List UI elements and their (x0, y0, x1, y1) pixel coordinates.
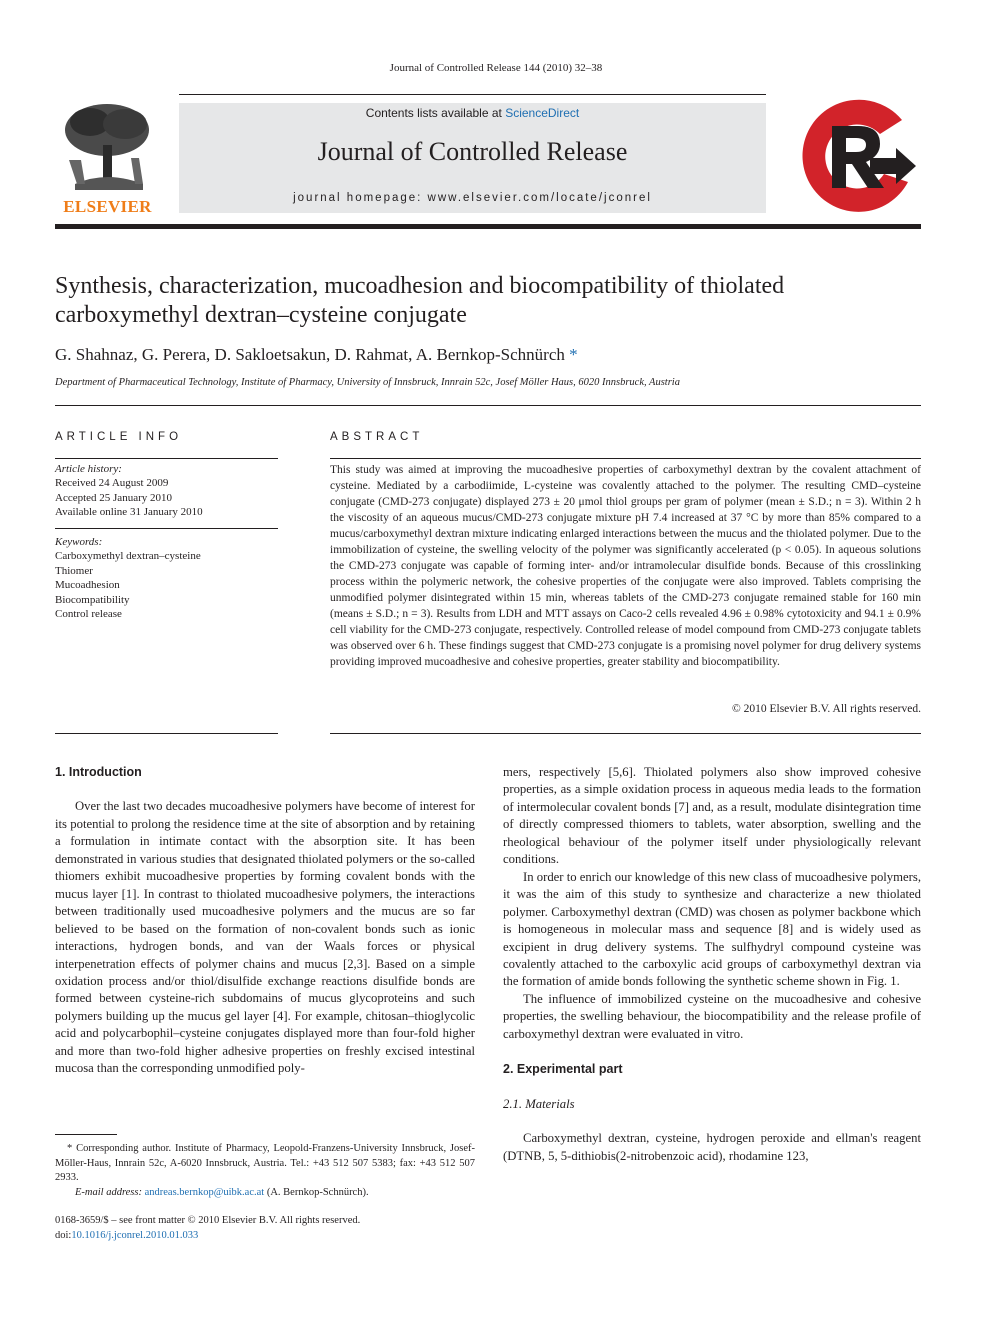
contents-line: Contents lists available at ScienceDirect (365, 106, 580, 120)
info-rule-top (55, 458, 278, 459)
author-list: G. Shahnaz, G. Perera, D. Sakloetsakun, D. Rahmat, A. Bernkop-Schnürch * (55, 345, 578, 364)
keywords: Keywords: Carboxymethyl dextran–cysteine Thiomer Mucoadhesion Biocompatibility Control release (55, 535, 278, 621)
author-email-link[interactable]: andreas.bernkop@uibk.ac.at (144, 1186, 265, 1198)
left-column (55, 764, 475, 1078)
keyword: Carboxymethyl dextran–cysteine (55, 550, 201, 563)
abstract-heading: ABSTRACT (330, 431, 424, 443)
banner-top-rule (179, 94, 766, 95)
corresponding-author-mark[interactable]: * (569, 345, 578, 364)
keyword: Biocompatibility (55, 593, 130, 606)
intro-heading: 1. Introduction (55, 765, 142, 779)
experimental-heading: 2. Experimental part (503, 1062, 623, 1077)
issn-line: 0168-3659/$ – see front matter © 2010 Elsevier B.V. All rights reserved. (55, 1215, 361, 1226)
doi-line: doi:10.1016/j.jconrel.2010.01.033 (55, 1229, 199, 1241)
article-history: Article history: Received 24 August 2009 Accepted 25 January 2010 Available online 31 January 2010 (55, 463, 203, 519)
info-rule-mid (55, 528, 278, 529)
abstract-rule-bottom (330, 733, 921, 734)
journal-cr-logo (788, 96, 920, 216)
journal-citation: Journal of Controlled Release 144 (2010) 32–38 (389, 62, 603, 74)
body-paragraph: mers, respectively [5,6]. Thiolated polymers also show improved cohesive properties, as a simple oxidation process in aqueous media leads to the formation of intermolecular covalent bonds [7] and, as a result, modulate disintegration time of directly compressed thiomers to tablets, water absorption, swelling and the rheological behaviour of the polymer itself under physiologically relevant conditions. (503, 765, 921, 867)
corresponding-author-footnote: * Corresponding author. Institute of Pharmacy, Leopold-Franzens-University Innsbruck, Josef-Möller-Haus, Innrain 52c, A-6020 Innsbruck, Austria. Tel.: +43 512 507 5383; fax: +43 512 507 2933. E-mail address: andreas.bernkop@uibk.ac.at (A. Bernkop-Schnürch). (55, 1143, 475, 1198)
body-paragraph: The influence of immobilized cysteine on the mucoadhesive and cohesive properties, the swelling behaviour, the biocompatibility and the release profile of carboxymethyl dextran were evaluated in vitro. (503, 991, 921, 1041)
doi-link[interactable]: 10.1016/j.jconrel.2010.01.033 (71, 1229, 199, 1241)
elsevier-wordmark: ELSEVIER (63, 197, 152, 216)
sciencedirect-link[interactable]: ScienceDirect (505, 106, 580, 120)
title-rule (55, 405, 921, 406)
publication-meta (55, 1214, 360, 1243)
abstract-rule-top (330, 458, 921, 459)
journal-homepage[interactable]: journal homepage: www.elsevier.com/locate/jconrel (293, 192, 652, 204)
right-column (503, 764, 921, 1165)
footnote-rule (55, 1134, 117, 1135)
article-info-heading: ARTICLE INFO (55, 431, 183, 443)
materials-heading: 2.1. Materials (503, 1096, 575, 1111)
keyword: Mucoadhesion (55, 579, 120, 592)
keyword: Control release (55, 608, 122, 621)
copyright: © 2010 Elsevier B.V. All rights reserved. (732, 703, 921, 715)
header-rule (55, 224, 921, 229)
info-rule-bottom (55, 733, 278, 734)
intro-paragraph: Over the last two decades mucoadhesive polymers have become of interest for its potential to prolong the residence time at the site of absorption and by retaining a formulation in intimate contact with the absorption site. It has been demonstrated in various studies that designated thiolated polymers or the so-called thiomers exhibit mucoadhesive properties by forming covalent bonds with the mucus layer [1]. In contrast to thiolated mucoadhesive polymers, the interactions between traditionally used mucoadhesive polymers and the mucus are so far believed to be based on the formation of non-covalent bonds such as ionic interactions, hydrogen bonds, and van der Waals forces or physical interpenetration effects of polymer chains and mucus [2,3]. Based on a simple oxidation process and/or thiol/disulfide exchange reactions disulfide bonds are formed between cysteine-rich subdomains of mucus glycoproteins and such polymers building up the mucus gel layer [4]. For example, chitosan–thioglycolic acid and polycarbophil–cysteine conjugates displayed more than four-fold higher and more than two-fold higher adhesive properties on freshly excised intestinal mucosa than the corresponding unmodified poly- (55, 799, 475, 1076)
body-paragraph: In order to enrich our knowledge of this new class of mucoadhesive polymers, it was the aim of this study to synthesize and characterize a new thiolated polymer. Carboxymethyl dextran (CMD) was chosen as polymer backbone which is homogeneous in molecular mass and sequence [8] and is widely used as excipient in drug delivery systems. The sulfhydryl compound cysteine was covalently attached to the carboxylic acid groups of carboxymethyl dextran via the formation of amide bonds following the synthetic scheme shown in Fig. 1. (503, 869, 921, 989)
keyword: Thiomer (55, 564, 93, 577)
article-title: Synthesis, characterization, mucoadhesion and biocompatibility of thiolated carboxymethyl dextran–cysteine conjugate (55, 273, 785, 328)
affiliation: Department of Pharmaceutical Technology, Institute of Pharmacy, University of Innsbruck, Innrain 52c, Josef Möller Haus, 6020 Innsbruck, Austria (55, 377, 680, 388)
materials-paragraph: Carboxymethyl dextran, cysteine, hydrogen peroxide and ellman's reagent (DTNB, 5, 5-dithiobis(2-nitrobenzoic acid), rhodamine 123, (503, 1131, 921, 1163)
journal-banner (179, 103, 766, 213)
abstract-text: This study was aimed at improving the mucoadhesive properties of carboxymethyl dextran by the covalent attachment of cysteine. Mediated by a carbodiimide, L-cysteine was covalently attached to the polymer. The resulting CMD–cysteine conjugate (CMD-273 conjugate) displayed 273 ± 20 μmol thiol groups per gram of polymer (mean ± S.D.; n = 3). Within 2 h the viscosity of an aqueous mucus/CMD-273 conjugate mixture pH 7.4 increased at 37 °C by more than 85% compared to a mucus/carboxymethyl dextran mixture indicating enlarged interactions between the mucus and the thiolated polymer. Due to the immobilization of cysteine, the swelling velocity of the polymer was significantly accelerated (p < 0.05). In aqueous solutions the CMD-273 conjugate was capable of forming inter- and/or intramolecular disulfide bonds. Because of this crosslinking process within the polymeric network, the cohesive properties of the conjugate were also improved. Tablets comprising the unmodified polymer disintegrated within 15 min, whereas tablets of the CMD-273 conjugate remained stable for 160 min (means ± S.D.; n = 3). Results from LDH and MTT assays on Caco-2 cells revealed 4.96 ± 0.98% cytotoxicity and 94.1 ± 0.9% cell viability for the CMD-273 conjugate, respectively. Controlled release of model compound from CMD-273 conjugate tablets was observed over 6 h. These findings suggest that CMD-273 conjugate is a promising novel polymer for drug delivery systems providing improved mucoadhesive and cohesive properties, greater stability and biocompatibility. (330, 464, 921, 668)
journal-title: Journal of Controlled Release (317, 137, 628, 166)
